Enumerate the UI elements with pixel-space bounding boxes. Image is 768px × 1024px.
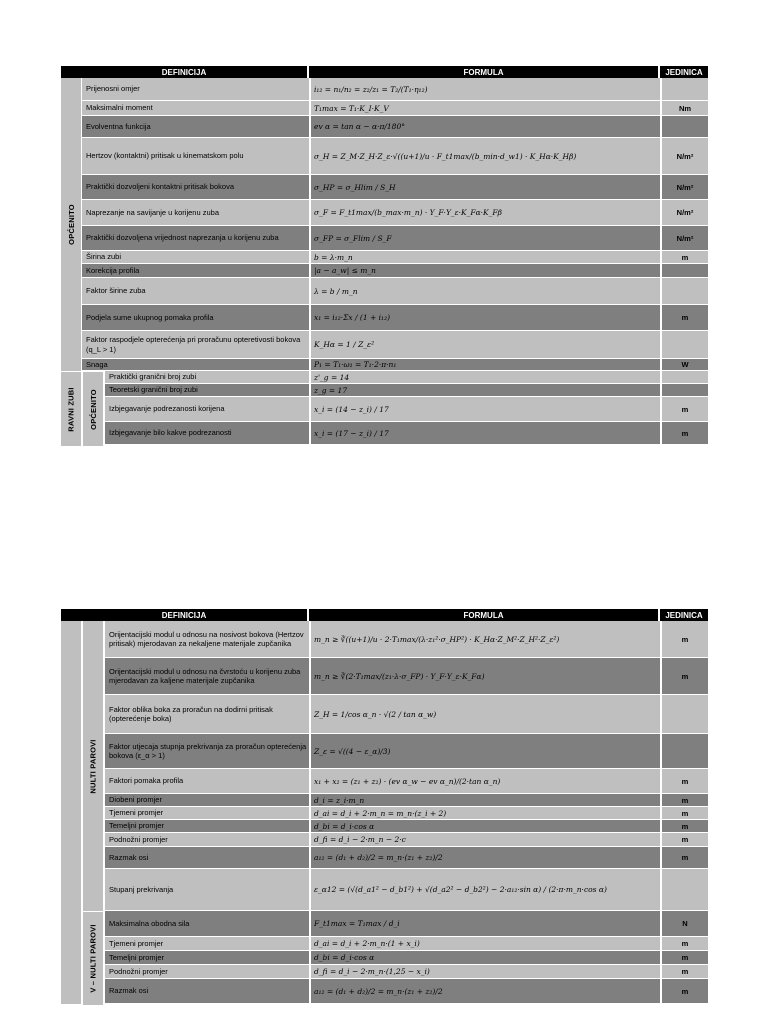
row-unit	[660, 695, 708, 733]
row-formula: z_g = 17	[309, 384, 660, 396]
header-unit: JEDINICA	[665, 610, 703, 620]
row-formula: T₁max = T₁·K_I·K_V	[309, 101, 660, 115]
table-header	[61, 609, 708, 621]
row-definition: Temeljni promjer	[109, 821, 165, 831]
row-definition: Teoretski granični broj zubi	[109, 385, 198, 395]
table-row	[105, 695, 708, 733]
row-definition: Praktički granični broj zubi	[109, 372, 197, 382]
table-row	[105, 911, 708, 936]
table-row	[105, 951, 708, 964]
row-unit: m	[660, 965, 708, 978]
row-definition: Praktički dozvoljeni kontaktni pritisak bokova	[86, 182, 234, 192]
row-definition: Maksimalna obodna sila	[109, 918, 190, 928]
row-unit	[660, 264, 708, 277]
table-row	[82, 226, 708, 250]
header-unit: JEDINICA	[665, 67, 703, 77]
row-unit: m	[660, 847, 708, 868]
row-definition: Korekcija profila	[86, 265, 140, 275]
table-row	[105, 397, 708, 421]
row-formula: z'_g = 14	[309, 371, 660, 383]
row-formula: d_bi = d_i·cos α	[309, 820, 660, 832]
row-unit: m	[660, 937, 708, 950]
row-definition: Maksimalni moment	[86, 103, 153, 113]
group-label-spur-general: OPĆENITO	[83, 371, 103, 446]
table-row	[82, 138, 708, 174]
row-formula: d_bi = d_i·cos α	[309, 951, 660, 964]
row-formula: b = λ·m_n	[309, 251, 660, 263]
row-definition: Izbjegavanje bilo kakve podrezanosti	[109, 428, 232, 438]
row-formula: a₁₂ = (d₁ + d₂)/2 = m_n·(z₁ + z₂)/2	[309, 847, 660, 868]
row-unit: m	[660, 305, 708, 330]
row-unit: N	[660, 911, 708, 936]
row-definition: Naprezanje na savijanje u korijenu zuba	[86, 207, 220, 217]
table-row	[105, 658, 708, 694]
group-label-v-zero-pairs: V – NULTI PAROVI	[83, 911, 103, 1005]
row-unit	[660, 734, 708, 768]
row-definition: Faktor raspodjele opterećenja pri proračunu opteretivosti bokova (q_L > 1)	[86, 335, 301, 354]
table-row	[82, 278, 708, 304]
row-definition: Tjemeni promjer	[109, 938, 164, 948]
row-unit: N/m²	[660, 175, 708, 199]
table-row	[82, 200, 708, 225]
header-definition: DEFINICIJA	[161, 67, 207, 77]
row-formula: Z_ε = √((4 − ε_α)/3)	[309, 734, 660, 768]
row-definition: Orijentacijski modul u odnosu na čvrstoću u korijenu zuba mjerodavan za kaljene materijale zupčanika	[109, 666, 301, 685]
group-spacer	[61, 621, 81, 1004]
row-formula: ev α = tan α − α·π/180°	[309, 116, 660, 137]
table-row	[82, 264, 708, 277]
table-row	[105, 979, 708, 1003]
group-label-spur-gears: RAVNI ZUBI	[61, 371, 81, 446]
row-definition: Praktički dozvoljena vrijednost naprezanja u korijenu zuba	[86, 233, 279, 243]
row-unit: m	[660, 422, 708, 444]
row-unit	[660, 78, 708, 100]
row-unit: m	[660, 979, 708, 1003]
row-formula: m_n ≥ ∛((u+1)/u · 2·T₁max/(λ·z₁²·σ_HP²) · K_Hα·Z_M²·Z_H²·Z_ε²)	[309, 621, 660, 657]
header-formula: FORMULA	[463, 610, 504, 620]
row-unit	[660, 331, 708, 358]
row-unit: m	[660, 833, 708, 846]
row-unit: N/m²	[660, 200, 708, 225]
row-formula: K_Hα = 1 / Z_ε²	[309, 331, 660, 358]
row-definition: Razmak osi	[109, 986, 149, 996]
row-unit: N/m²	[660, 138, 708, 174]
group-label-general: OPĆENITO	[61, 78, 81, 371]
row-formula: P₁ = T₁·ω₁ = T₁·2·π·n₁	[309, 359, 660, 370]
header-definition: DEFINICIJA	[161, 610, 207, 620]
row-formula: F_t1max = T₁max / d_i	[309, 911, 660, 936]
row-unit: m	[660, 397, 708, 421]
row-definition: Faktor širine zuba	[86, 286, 146, 296]
row-unit	[660, 869, 708, 910]
row-formula: Z_H = 1/cos α_n · √(2 / tan α_w)	[309, 695, 660, 733]
row-formula: σ_FP = σ_Flim / S_F	[309, 226, 660, 250]
table-row	[105, 734, 708, 768]
row-formula: i₁₂ = n₁/n₂ = z₂/z₁ = T₂/(T₁·η₁₂)	[309, 78, 660, 100]
row-definition: Širina zubi	[86, 252, 122, 262]
row-definition: Hertzov (kontaktni) pritisak u kinematskom polu	[86, 151, 244, 161]
table-body	[61, 621, 708, 1004]
table-row	[105, 794, 708, 806]
row-definition: Faktor oblika boka za proračun na dodirni pritisak (opterećenje boka)	[109, 704, 273, 723]
row-formula: |a − a_w| ≤ m_n	[309, 264, 660, 277]
row-formula: m_n ≥ ∛(2·T₁max/(z₁·λ·σ_FP) · Y_F·Y_ε·K_Fα)	[309, 658, 660, 694]
row-formula: ε_α12 = (√(d_a1² − d_b1²) + √(d_a2² − d_b2²) − 2·a₁₂·sin α) / (2·π·m_n·cos α)	[309, 869, 660, 910]
row-unit: Nm	[660, 101, 708, 115]
row-formula: σ_H = Z_M·Z_H·Z_ε·√((u+1)/u · F_t1max/(b_min·d_w1) · K_Hα·K_Hβ)	[309, 138, 660, 174]
table-row	[82, 101, 708, 115]
group-label-zero-pairs: NULTI PAROVI	[83, 621, 103, 911]
row-definition: Temeljni promjer	[109, 952, 165, 962]
row-unit: m	[660, 251, 708, 263]
row-unit	[660, 384, 708, 396]
row-formula: λ = b / m_n	[309, 278, 660, 304]
table-row	[105, 820, 708, 832]
row-definition: Evolventna funkcija	[86, 121, 151, 131]
table-row	[105, 769, 708, 793]
row-formula: d_fi = d_i − 2·m_n·(1,25 − x_i)	[309, 965, 660, 978]
table-row	[105, 937, 708, 950]
row-formula: d_ai = d_i + 2·m_n·(1 + x_i)	[309, 937, 660, 950]
row-formula: x₁ + x₂ = (z₁ + z₂) · (ev α_w − ev α_n)/(2·tan α_n)	[309, 769, 660, 793]
row-definition: Snaga	[86, 359, 108, 369]
table-row	[82, 251, 708, 263]
table-row	[105, 833, 708, 846]
row-unit: m	[660, 820, 708, 832]
row-formula: σ_HP = σ_Hlim / S_H	[309, 175, 660, 199]
row-unit: m	[660, 621, 708, 657]
table-row	[105, 371, 708, 383]
table-body	[61, 78, 708, 445]
row-unit	[660, 371, 708, 383]
table-row	[105, 422, 708, 444]
row-definition: Orijentacijski modul u odnosu na nosivost bokova (Hertzov pritisak) mjerodavan za nekaljene materijale zupčanika	[109, 629, 304, 648]
table-row	[82, 305, 708, 330]
row-unit: m	[660, 769, 708, 793]
row-definition: Diobeni promjer	[109, 795, 162, 805]
row-unit: W	[660, 359, 708, 370]
row-definition: Podnožni promjer	[109, 834, 168, 844]
table-row	[82, 175, 708, 199]
row-unit: m	[660, 807, 708, 819]
header-formula: FORMULA	[463, 67, 504, 77]
row-formula: x_i = (14 − z_i) / 17	[309, 397, 660, 421]
table-row	[105, 965, 708, 978]
row-definition: Izbjegavanje podrezanosti korijena	[109, 404, 225, 414]
row-unit: m	[660, 951, 708, 964]
table-row	[105, 384, 708, 396]
row-formula: d_i = z_i·m_n	[309, 794, 660, 806]
row-definition: Podjela sume ukupnog pomaka profila	[86, 312, 214, 322]
row-formula: σ_F = F_t1max/(b_max·m_n) · Y_F·Y_ε·K_Fα·K_Fβ	[309, 200, 660, 225]
formula-table-2	[61, 609, 708, 1004]
table-row	[105, 621, 708, 657]
row-formula: d_fi = d_i − 2·m_n − 2·c	[309, 833, 660, 846]
row-definition: Faktor utjecaja stupnja prekrivanja za proračun opterećenja bokova (ε_α > 1)	[109, 741, 307, 760]
row-unit: N/m²	[660, 226, 708, 250]
row-definition: Faktori pomaka profila	[109, 776, 184, 786]
table-row	[105, 847, 708, 868]
row-unit: m	[660, 794, 708, 806]
row-formula: a₁₂ = (d₁ + d₂)/2 = m_n·(z₁ + z₂)/2	[309, 979, 660, 1003]
row-unit	[660, 278, 708, 304]
table-row	[105, 869, 708, 910]
table-row	[82, 78, 708, 100]
table-row	[82, 116, 708, 137]
row-definition: Prijenosni omjer	[86, 84, 140, 94]
row-definition: Razmak osi	[109, 852, 149, 862]
formula-table-1	[61, 66, 708, 445]
row-definition: Podnožni promjer	[109, 966, 168, 976]
table-header	[61, 66, 708, 78]
row-definition: Stupanj prekrivanja	[109, 884, 174, 894]
row-formula: x_i = (17 − z_i) / 17	[309, 422, 660, 444]
table-row	[105, 807, 708, 819]
row-unit	[660, 116, 708, 137]
row-definition: Tjemeni promjer	[109, 808, 164, 818]
table-row	[82, 331, 708, 358]
table-row	[82, 359, 708, 370]
row-unit: m	[660, 658, 708, 694]
row-formula: x₁ = i₁₂·Σx / (1 + i₁₂)	[309, 305, 660, 330]
row-formula: d_ai = d_i + 2·m_n = m_n·(z_i + 2)	[309, 807, 660, 819]
